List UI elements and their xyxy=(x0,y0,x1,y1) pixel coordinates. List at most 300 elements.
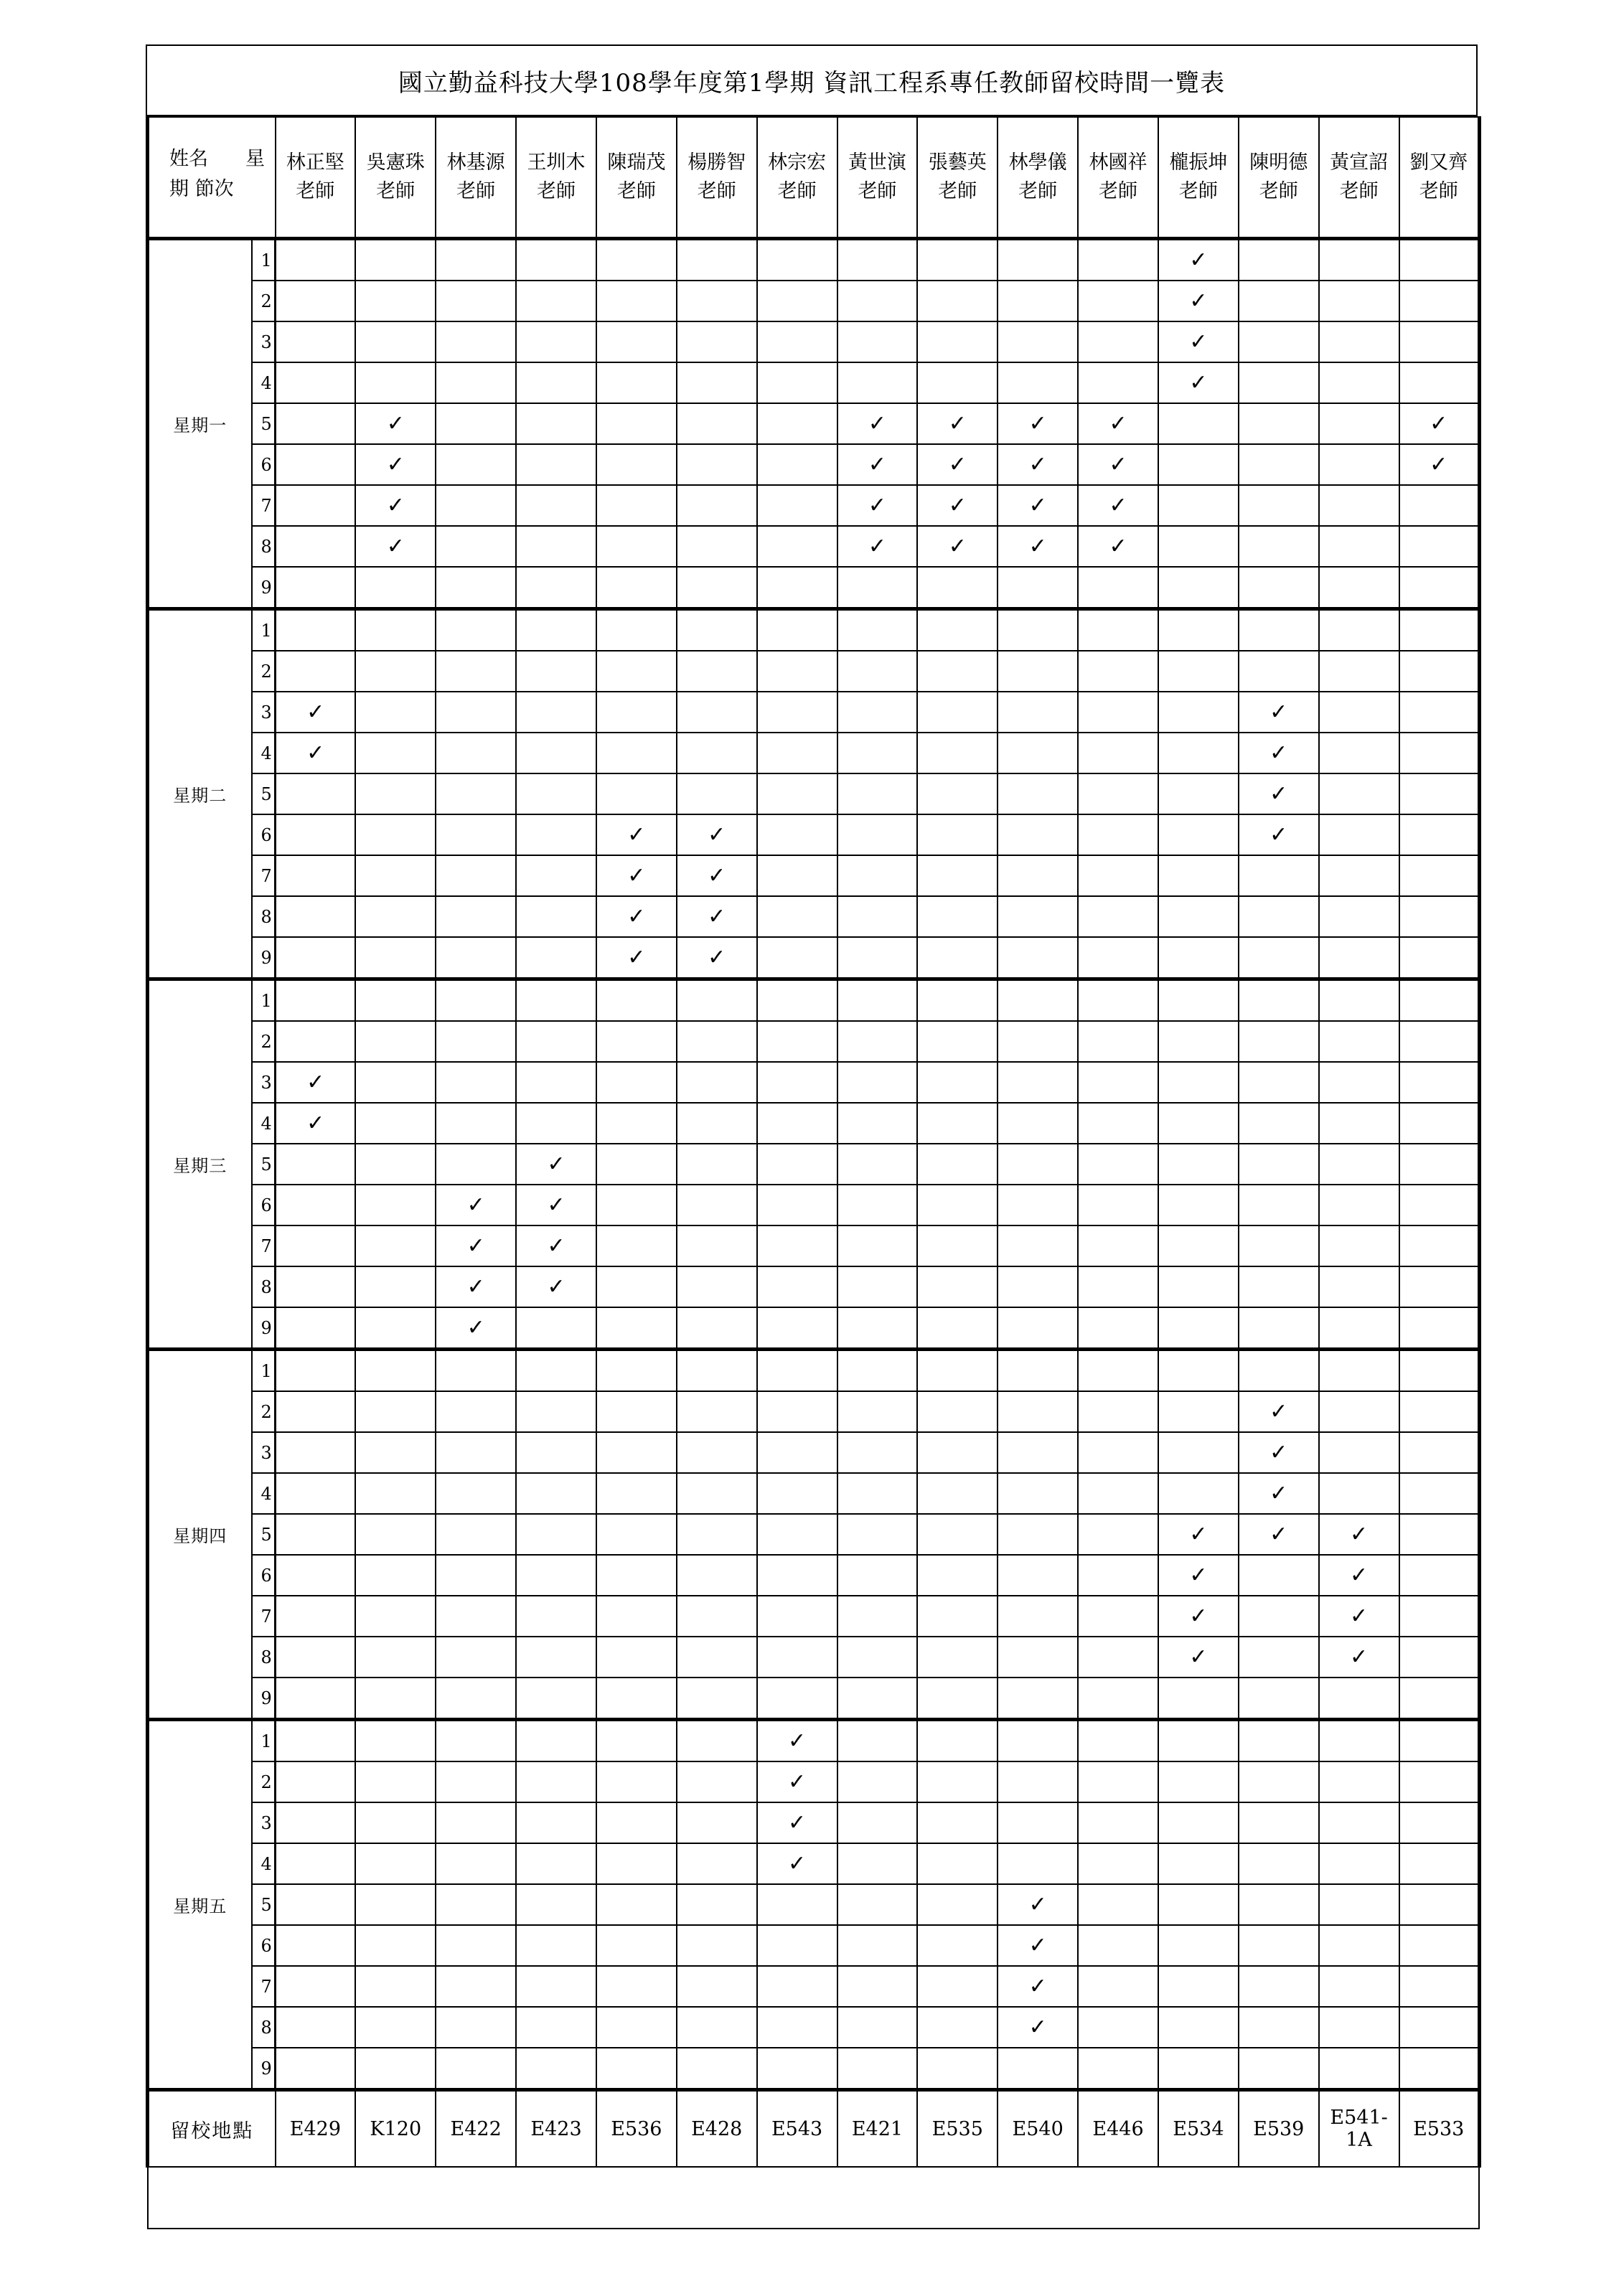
schedule-cell xyxy=(757,2048,837,2090)
schedule-cell xyxy=(917,1596,998,1637)
period-number: 8 xyxy=(252,2007,276,2048)
schedule-cell xyxy=(596,692,677,733)
period-number: 2 xyxy=(252,281,276,321)
schedule-cell xyxy=(516,485,596,526)
teacher-header xyxy=(1078,117,1158,239)
check-mark-icon: ✓ xyxy=(1109,493,1127,518)
check-mark-icon: ✓ xyxy=(708,945,726,970)
schedule-cell xyxy=(1319,1185,1399,1225)
period-number: 3 xyxy=(252,1062,276,1103)
check-mark-icon: ✓ xyxy=(627,822,646,847)
schedule-cell xyxy=(1399,979,1480,1022)
schedule-cell xyxy=(276,1350,356,1392)
schedule-cell xyxy=(837,1350,918,1392)
schedule-cell xyxy=(1078,1925,1158,1966)
period-number: 3 xyxy=(252,1432,276,1473)
schedule-cell xyxy=(436,2007,516,2048)
schedule-cell xyxy=(917,1802,998,1843)
schedule-cell xyxy=(1078,609,1158,651)
schedule-cell xyxy=(436,1266,516,1307)
schedule-cell xyxy=(436,403,516,444)
schedule-cell xyxy=(677,444,757,485)
schedule-cell xyxy=(1158,1966,1239,2007)
schedule-cell xyxy=(276,937,356,979)
schedule-cell xyxy=(1399,1802,1480,1843)
schedule-cell xyxy=(757,239,837,281)
schedule-cell xyxy=(1239,362,1319,403)
schedule-cell xyxy=(596,567,677,609)
schedule-cell xyxy=(1399,773,1480,814)
schedule-cell xyxy=(917,692,998,733)
schedule-cell xyxy=(917,567,998,609)
schedule-cell xyxy=(436,1925,516,1966)
schedule-cell xyxy=(1239,814,1319,855)
schedule-cell xyxy=(1078,814,1158,855)
schedule-cell xyxy=(276,692,356,733)
teacher-name: 黃世演 xyxy=(848,151,906,174)
schedule-cell xyxy=(436,1637,516,1678)
schedule-cell xyxy=(436,1225,516,1266)
check-mark-icon: ✓ xyxy=(788,1728,807,1754)
table-row xyxy=(148,485,1480,526)
table-row xyxy=(148,733,1480,773)
schedule-cell xyxy=(436,1021,516,1062)
schedule-cell xyxy=(998,692,1078,733)
check-mark-icon: ✓ xyxy=(1189,329,1208,354)
schedule-cell xyxy=(837,1021,918,1062)
schedule-cell xyxy=(276,651,356,692)
period-number: 6 xyxy=(252,814,276,855)
table-row xyxy=(148,1514,1480,1555)
schedule-cell xyxy=(1078,444,1158,485)
schedule-cell xyxy=(516,1225,596,1266)
schedule-cell xyxy=(355,1062,436,1103)
schedule-cell xyxy=(1158,1144,1239,1185)
schedule-cell xyxy=(1399,1966,1480,2007)
schedule-cell xyxy=(677,1473,757,1514)
schedule-cell xyxy=(677,1062,757,1103)
schedule-cell xyxy=(837,1432,918,1473)
table-row xyxy=(148,855,1480,896)
schedule-cell xyxy=(355,1555,436,1596)
schedule-cell xyxy=(998,937,1078,979)
check-mark-icon: ✓ xyxy=(1028,2015,1047,2040)
schedule-table xyxy=(146,116,1481,2229)
schedule-cell xyxy=(1319,1307,1399,1350)
schedule-cell xyxy=(1319,1473,1399,1514)
period-number: 7 xyxy=(252,1225,276,1266)
schedule-cell xyxy=(757,485,837,526)
schedule-cell xyxy=(1319,855,1399,896)
check-mark-icon: ✓ xyxy=(386,534,405,559)
schedule-cell xyxy=(516,1925,596,1966)
schedule-cell xyxy=(1319,444,1399,485)
schedule-cell xyxy=(1399,733,1480,773)
schedule-cell xyxy=(757,1514,837,1555)
table-row xyxy=(148,1925,1480,1966)
schedule-cell xyxy=(1239,651,1319,692)
schedule-cell xyxy=(596,609,677,651)
schedule-cell xyxy=(1399,485,1480,526)
schedule-cell xyxy=(1158,321,1239,362)
schedule-cell xyxy=(1399,1884,1480,1925)
schedule-cell xyxy=(1078,692,1158,733)
schedule-cell xyxy=(1399,362,1480,403)
schedule-cell xyxy=(436,1596,516,1637)
schedule-cell xyxy=(1319,1884,1399,1925)
teacher-header xyxy=(837,117,918,239)
schedule-cell xyxy=(436,609,516,651)
teacher-header xyxy=(276,117,356,239)
schedule-cell xyxy=(516,1185,596,1225)
day-label: 星期三 xyxy=(148,979,252,1350)
schedule-cell xyxy=(1078,1103,1158,1144)
period-number: 5 xyxy=(252,773,276,814)
schedule-cell xyxy=(516,403,596,444)
check-mark-icon: ✓ xyxy=(1269,1440,1288,1465)
schedule-cell xyxy=(1239,1720,1319,1762)
table-row xyxy=(148,1062,1480,1103)
schedule-cell xyxy=(917,239,998,281)
schedule-cell xyxy=(998,567,1078,609)
schedule-cell xyxy=(1399,1062,1480,1103)
schedule-cell xyxy=(516,444,596,485)
check-mark-icon: ✓ xyxy=(627,904,646,929)
period-number: 9 xyxy=(252,1307,276,1350)
schedule-cell xyxy=(757,1185,837,1225)
schedule-cell xyxy=(1319,692,1399,733)
schedule-cell xyxy=(757,773,837,814)
schedule-cell xyxy=(917,896,998,937)
schedule-cell xyxy=(516,1966,596,2007)
room-code: K120 xyxy=(355,2090,436,2168)
schedule-cell xyxy=(276,1062,356,1103)
table-row xyxy=(148,1720,1480,1762)
schedule-cell xyxy=(436,1678,516,1720)
period-number: 6 xyxy=(252,1185,276,1225)
schedule-cell xyxy=(276,403,356,444)
schedule-cell xyxy=(757,1144,837,1185)
schedule-cell xyxy=(837,896,918,937)
schedule-cell xyxy=(596,2048,677,2090)
period-number: 1 xyxy=(252,609,276,651)
schedule-cell xyxy=(596,321,677,362)
teacher-header xyxy=(1399,117,1480,239)
schedule-cell xyxy=(596,937,677,979)
schedule-cell xyxy=(757,1925,837,1966)
schedule-cell xyxy=(998,1432,1078,1473)
schedule-cell xyxy=(1319,609,1399,651)
check-mark-icon: ✓ xyxy=(948,411,967,436)
schedule-cell xyxy=(1078,1350,1158,1392)
check-mark-icon: ✓ xyxy=(1269,781,1288,806)
schedule-cell xyxy=(1239,1185,1319,1225)
check-mark-icon: ✓ xyxy=(788,1769,807,1794)
schedule-cell xyxy=(998,1555,1078,1596)
check-mark-icon: ✓ xyxy=(1350,1563,1369,1588)
check-mark-icon: ✓ xyxy=(466,1192,485,1218)
schedule-cell xyxy=(1239,1103,1319,1144)
schedule-cell xyxy=(1078,979,1158,1022)
teacher-title: 老師 xyxy=(1099,180,1138,202)
schedule-cell xyxy=(276,896,356,937)
teacher-title: 老師 xyxy=(1018,180,1058,202)
schedule-cell xyxy=(917,362,998,403)
schedule-cell xyxy=(1158,1637,1239,1678)
period-number: 3 xyxy=(252,1802,276,1843)
schedule-cell xyxy=(1158,1432,1239,1473)
schedule-cell xyxy=(1078,1021,1158,1062)
schedule-cell xyxy=(516,1266,596,1307)
schedule-cell xyxy=(1239,1966,1319,2007)
schedule-cell xyxy=(917,2007,998,2048)
check-mark-icon: ✓ xyxy=(868,411,887,436)
teacher-title: 老師 xyxy=(777,180,817,202)
schedule-cell xyxy=(1399,1555,1480,1596)
check-mark-icon: ✓ xyxy=(948,452,967,477)
schedule-cell xyxy=(355,1391,436,1432)
schedule-cell xyxy=(355,362,436,403)
schedule-cell xyxy=(757,567,837,609)
schedule-cell xyxy=(757,1761,837,1802)
schedule-cell xyxy=(1078,1473,1158,1514)
schedule-cell xyxy=(1239,444,1319,485)
schedule-cell xyxy=(596,1802,677,1843)
schedule-cell xyxy=(1319,979,1399,1022)
schedule-cell xyxy=(757,1884,837,1925)
teacher-title: 老師 xyxy=(376,180,416,202)
schedule-cell xyxy=(917,1266,998,1307)
room-code: E535 xyxy=(917,2090,998,2168)
schedule-cell xyxy=(757,1843,837,1884)
schedule-cell xyxy=(1319,239,1399,281)
check-mark-icon: ✓ xyxy=(1189,288,1208,314)
schedule-cell xyxy=(837,1966,918,2007)
schedule-cell xyxy=(1239,2007,1319,2048)
schedule-cell xyxy=(837,1925,918,1966)
schedule-cell xyxy=(1319,1966,1399,2007)
schedule-cell xyxy=(436,1391,516,1432)
period-number: 4 xyxy=(252,1473,276,1514)
schedule-cell xyxy=(917,1678,998,1720)
table-row xyxy=(148,2007,1480,2048)
schedule-cell xyxy=(1078,239,1158,281)
schedule-cell xyxy=(355,1021,436,1062)
schedule-cell xyxy=(1078,1596,1158,1637)
schedule-cell xyxy=(837,773,918,814)
teacher-header xyxy=(355,117,436,239)
teacher-title: 老師 xyxy=(456,180,496,202)
schedule-cell xyxy=(355,2048,436,2090)
check-mark-icon: ✓ xyxy=(627,945,646,970)
schedule-cell xyxy=(677,1966,757,2007)
schedule-cell xyxy=(516,937,596,979)
schedule-cell xyxy=(1239,937,1319,979)
schedule-cell xyxy=(1158,1307,1239,1350)
schedule-cell xyxy=(1399,1432,1480,1473)
schedule-cell xyxy=(276,1473,356,1514)
schedule-cell xyxy=(1078,1637,1158,1678)
schedule-cell xyxy=(596,733,677,773)
schedule-cell xyxy=(596,444,677,485)
room-code: E446 xyxy=(1078,2090,1158,2168)
schedule-cell xyxy=(1158,1185,1239,1225)
schedule-cell xyxy=(677,567,757,609)
schedule-cell xyxy=(596,1225,677,1266)
schedule-cell xyxy=(917,1555,998,1596)
schedule-cell xyxy=(276,1144,356,1185)
schedule-cell xyxy=(1239,1266,1319,1307)
schedule-cell xyxy=(998,321,1078,362)
schedule-cell xyxy=(436,814,516,855)
schedule-cell xyxy=(1239,1432,1319,1473)
schedule-cell xyxy=(355,1350,436,1392)
schedule-cell xyxy=(757,1391,837,1432)
schedule-cell xyxy=(516,1720,596,1762)
period-number: 4 xyxy=(252,1103,276,1144)
schedule-cell xyxy=(837,2048,918,2090)
schedule-cell xyxy=(1239,1350,1319,1392)
schedule-cell xyxy=(436,239,516,281)
schedule-cell xyxy=(1319,1678,1399,1720)
schedule-cell xyxy=(355,403,436,444)
check-mark-icon: ✓ xyxy=(948,493,967,518)
schedule-cell xyxy=(276,444,356,485)
check-mark-icon: ✓ xyxy=(868,493,887,518)
schedule-cell xyxy=(1078,526,1158,567)
schedule-cell xyxy=(1239,1884,1319,1925)
schedule-cell xyxy=(1158,733,1239,773)
schedule-cell xyxy=(998,651,1078,692)
schedule-cell xyxy=(355,773,436,814)
schedule-cell xyxy=(436,937,516,979)
check-mark-icon: ✓ xyxy=(306,1070,325,1095)
schedule-cell xyxy=(757,526,837,567)
period-number: 5 xyxy=(252,1514,276,1555)
schedule-cell xyxy=(1399,567,1480,609)
schedule-cell xyxy=(436,281,516,321)
schedule-cell xyxy=(1239,1225,1319,1266)
schedule-cell xyxy=(1239,567,1319,609)
schedule-cell xyxy=(516,239,596,281)
schedule-cell xyxy=(757,979,837,1022)
schedule-cell xyxy=(436,1185,516,1225)
schedule-cell xyxy=(837,526,918,567)
check-mark-icon: ✓ xyxy=(306,1111,325,1136)
schedule-cell xyxy=(1399,1350,1480,1392)
period-number: 8 xyxy=(252,896,276,937)
schedule-cell xyxy=(1319,1021,1399,1062)
schedule-cell xyxy=(1239,485,1319,526)
room-code: E541-1A xyxy=(1319,2090,1399,2168)
table-row xyxy=(148,773,1480,814)
schedule-cell xyxy=(1078,1966,1158,2007)
check-mark-icon: ✓ xyxy=(1350,1604,1369,1629)
schedule-cell xyxy=(1239,1307,1319,1350)
schedule-cell xyxy=(1239,1062,1319,1103)
check-mark-icon: ✓ xyxy=(547,1192,565,1218)
schedule-cell xyxy=(1319,773,1399,814)
room-code: E534 xyxy=(1158,2090,1239,2168)
schedule-cell xyxy=(998,733,1078,773)
schedule-cell xyxy=(837,1103,918,1144)
schedule-cell xyxy=(757,609,837,651)
schedule-cell xyxy=(1239,1555,1319,1596)
period-number: 8 xyxy=(252,1637,276,1678)
teacher-title: 老師 xyxy=(697,180,736,202)
schedule-cell xyxy=(1319,567,1399,609)
schedule-cell xyxy=(998,1802,1078,1843)
schedule-cell xyxy=(1158,1103,1239,1144)
schedule-cell xyxy=(917,526,998,567)
check-mark-icon: ✓ xyxy=(1028,493,1047,518)
schedule-cell xyxy=(1399,403,1480,444)
schedule-cell xyxy=(998,1720,1078,1762)
schedule-cell xyxy=(596,1555,677,1596)
schedule-cell xyxy=(677,896,757,937)
schedule-cell xyxy=(1239,773,1319,814)
schedule-cell xyxy=(917,281,998,321)
schedule-cell xyxy=(837,2007,918,2048)
schedule-cell xyxy=(596,1062,677,1103)
corner-day-label: 星 xyxy=(245,148,265,170)
schedule-cell xyxy=(1158,1391,1239,1432)
schedule-cell xyxy=(1399,1596,1480,1637)
check-mark-icon: ✓ xyxy=(547,1152,565,1177)
period-number: 6 xyxy=(252,444,276,485)
schedule-cell xyxy=(757,855,837,896)
schedule-cell xyxy=(1239,1761,1319,1802)
schedule-cell xyxy=(1399,1225,1480,1266)
schedule-cell xyxy=(1078,281,1158,321)
schedule-cell xyxy=(516,1350,596,1392)
schedule-cell xyxy=(837,567,918,609)
schedule-cell xyxy=(677,1720,757,1762)
schedule-cell xyxy=(1319,1391,1399,1432)
schedule-cell xyxy=(596,1966,677,2007)
period-number: 7 xyxy=(252,1966,276,2007)
check-mark-icon: ✓ xyxy=(1189,248,1208,273)
period-number: 9 xyxy=(252,567,276,609)
schedule-cell xyxy=(1239,321,1319,362)
schedule-cell xyxy=(276,526,356,567)
schedule-cell xyxy=(1319,1637,1399,1678)
schedule-cell xyxy=(276,1925,356,1966)
schedule-cell xyxy=(276,1555,356,1596)
schedule-cell xyxy=(998,526,1078,567)
check-mark-icon: ✓ xyxy=(1269,1522,1288,1547)
schedule-cell xyxy=(436,651,516,692)
check-mark-icon: ✓ xyxy=(1109,534,1127,559)
teacher-title: 老師 xyxy=(616,180,656,202)
schedule-cell xyxy=(998,773,1078,814)
schedule-cell xyxy=(757,1966,837,2007)
schedule-cell xyxy=(837,1144,918,1185)
table-row xyxy=(148,444,1480,485)
schedule-cell xyxy=(596,1843,677,1884)
schedule-cell xyxy=(917,1432,998,1473)
table-row xyxy=(148,609,1480,651)
schedule-cell xyxy=(1078,567,1158,609)
schedule-cell xyxy=(677,239,757,281)
schedule-cell xyxy=(355,1884,436,1925)
schedule-cell xyxy=(917,855,998,896)
schedule-cell xyxy=(1239,855,1319,896)
schedule-cell xyxy=(1399,2048,1480,2090)
schedule-cell xyxy=(516,1637,596,1678)
schedule-cell xyxy=(677,1802,757,1843)
schedule-cell xyxy=(917,485,998,526)
